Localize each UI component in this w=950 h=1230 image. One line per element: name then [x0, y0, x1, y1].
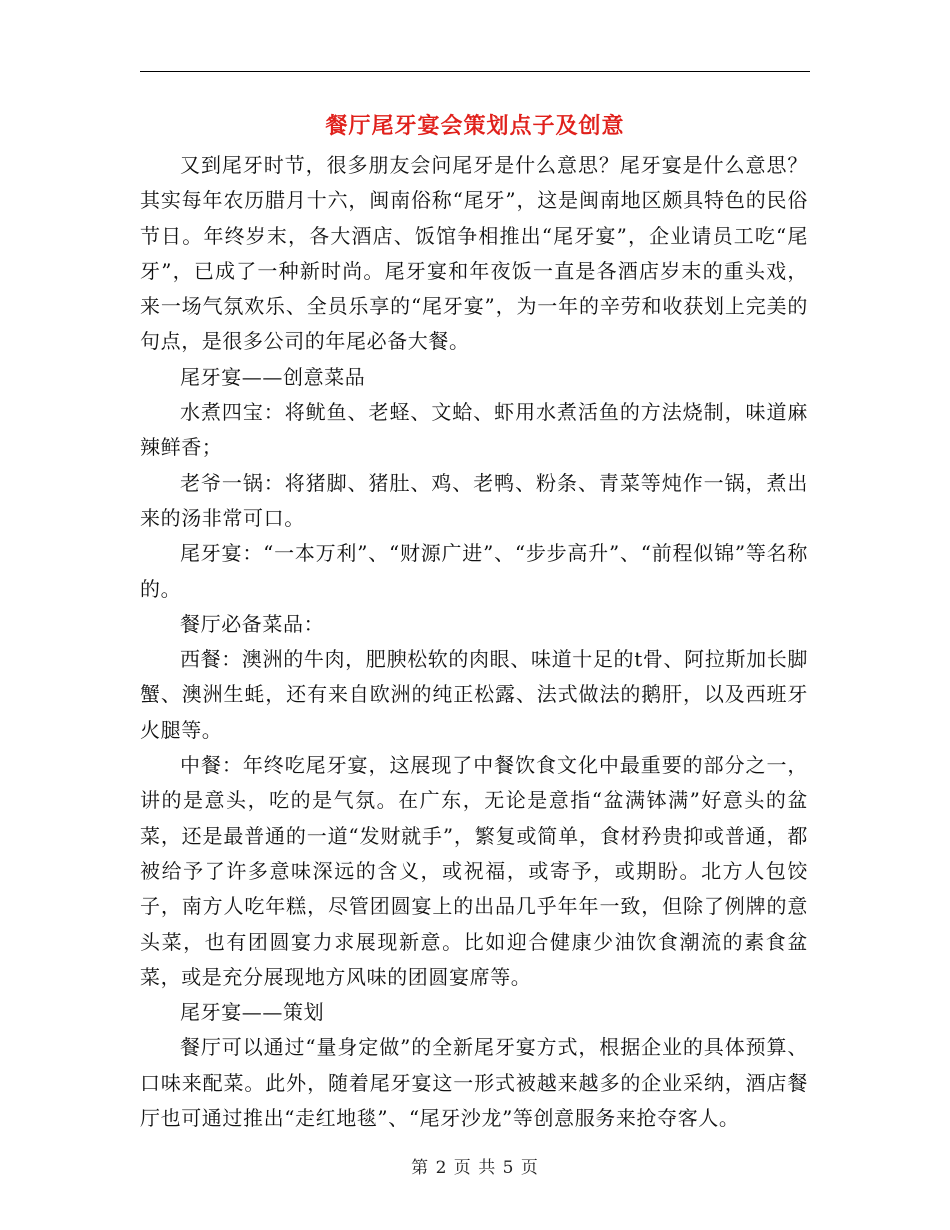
paragraph-intro: 又到尾牙时节，很多朋友会问尾牙是什么意思？尾牙宴是什么意思？其实每年农历腊月十六，闽南俗称“尾牙”，这是闽南地区颇具特色的民俗节日。年终岁末，各大酒店、饭馆争相推出“尾牙宴”，企业请员工吃“尾牙”，已成了一种新时尚。尾牙宴和年夜饭一直是各酒店岁末的重头戏，来一场气氛欢乐、全员乐享的“尾牙宴”，为一年的辛劳和收获划上完美的句点，是很多公司的年尾必备大餐。: [140, 153, 808, 354]
document-body: [140, 148, 808, 1136]
paragraph-boiled-four-treasures: 水煮四宝：将鱿鱼、老蛏、文蛤、虾用水煮活鱼的方法烧制，味道麻辣鲜香；: [140, 400, 808, 460]
page-footer: [0, 1153, 950, 1178]
paragraph-planning: 餐厅可以通过“量身定做”的全新尾牙宴方式，根据企业的具体预算、口味来配菜。此外，随着尾牙宴这一形式被越来越多的企业采纳，酒店餐厅也可通过推出“走红地毯”、“尾牙沙龙”等创意服务来抢夺客人。: [140, 1035, 808, 1131]
section-heading-planning: 尾牙宴——策划: [180, 1000, 325, 1025]
section-heading-essential-dishes: 餐厅必备菜品：: [180, 611, 325, 636]
paragraph-laoye-pot: 老爷一锅：将猪脚、猪肚、鸡、老鸭、粉条、青菜等炖作一锅，煮出来的汤非常可口。: [140, 470, 808, 530]
document-title: 餐厅尾牙宴会策划点子及创意: [325, 113, 625, 139]
paragraph-western-food: 西餐：澳洲的牛肉，肥腴松软的肉眼、味道十足的t骨、阿拉斯加长脚蟹、澳洲生蚝，还有来自欧洲的纯正松露、法式做法的鹅肝，以及西班牙火腿等。: [140, 647, 808, 742]
paragraph-chinese-food: 中餐：年终吃尾牙宴，这展现了中餐饮食文化中最重要的部分之一，讲的是意头，吃的是气氛。在广东，无论是意指“盆满钵满”好意头的盆菜，还是最普通的一道“发财就手”，繁复或简单，食材矜贵抑或普通，都被给予了许多意味深远的含义，或祝福，或寄予，或期盼。北方人包饺子，南方人吃年糕，尽管团圆宴上的出品几乎年年一致，但除了例牌的意头菜，也有团圆宴力求展现新意。比如迎合健康少油饮食潮流的素食盆菜，或是充分展现地方风味的团圆宴席等。: [140, 753, 808, 989]
section-heading-creative-dishes: 尾牙宴——创意菜品: [180, 364, 366, 389]
header-rule: [140, 71, 810, 72]
paragraph-dish-names: 尾牙宴：“一本万利”、“财源广进”、“步步高升”、“前程似锦”等名称的。: [140, 541, 808, 601]
page-number-label: 第 2 页 共 5 页: [411, 1158, 539, 1178]
